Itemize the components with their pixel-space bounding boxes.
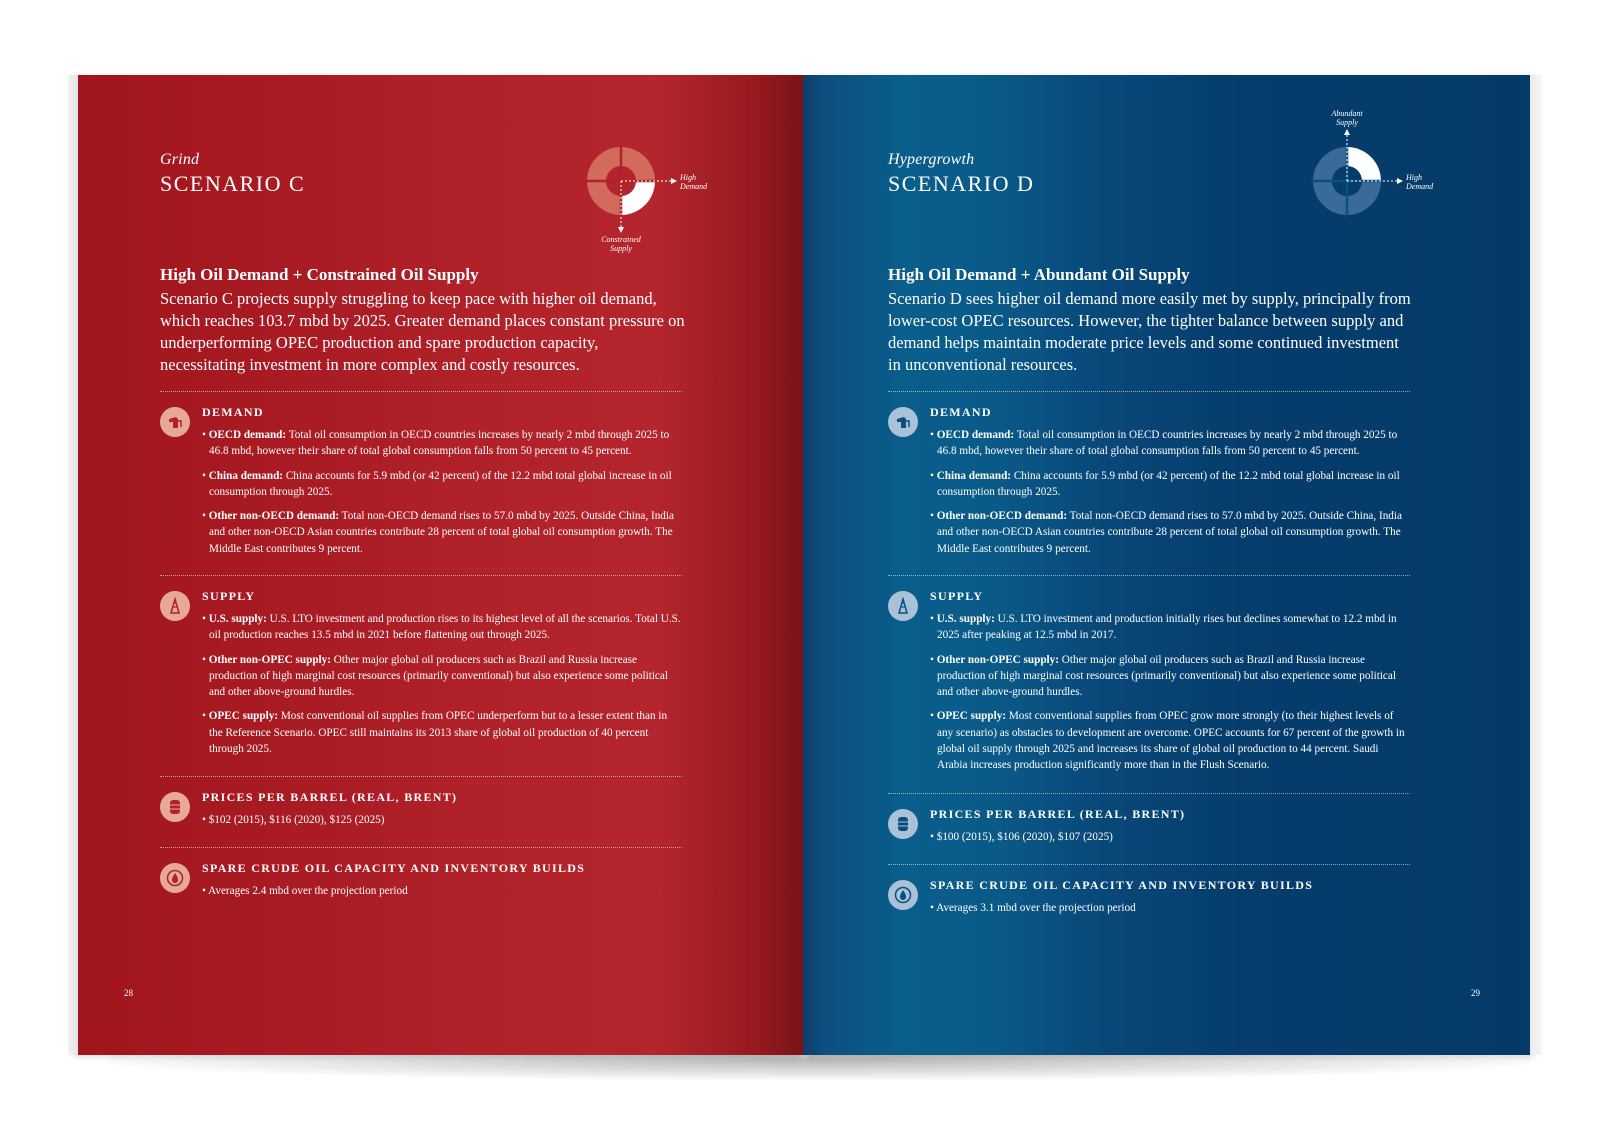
bullet-non-opec-supply: • Other non-OPEC supply: Other major global oil producers such as Brazil and Russia increase production of high marginal cost resources (primarily conventional) but also experience some political and other above-ground hurdles.: [930, 653, 1396, 699]
supply-bullets: [202, 611, 682, 765]
bullet-non-opec-supply: • Other non-OPEC supply: Other major global oil producers such as Brazil and Russia increase production of high marginal cost resources (primarily conventional) but also experience some political and other above-ground hurdles.: [202, 653, 668, 699]
oil-rig-icon: [160, 591, 190, 621]
scenario-kicker: Hypergrowth: [888, 151, 975, 168]
bullet-label: OPEC supply:: [208, 710, 279, 723]
spare-capacity-section: [888, 864, 1413, 934]
prices-section: [888, 793, 1413, 863]
spare-bullets: [930, 900, 1410, 924]
prices-title: PRICES PER BARREL (REAL, BRENT): [202, 790, 458, 804]
page-number: 29: [1471, 988, 1480, 998]
bullet-text: U.S. LTO investment and production initially rises but declines somewhat to 12.2 mbd in 2025 after peaking at 12.5 mbd in 2017.: [937, 613, 1397, 642]
quad-label-high-demand: High Demand: [680, 173, 708, 191]
bullet-text: China accounts for 5.9 mbd (or 42 percent) of the 12.2 mbd total global increase in oil consumption through 2025.: [937, 469, 1400, 498]
bullet-spare: • Averages 3.1 mbd over the projection period: [930, 902, 1136, 914]
bullet-label: OECD demand:: [208, 429, 287, 441]
bullet-label: China demand:: [208, 469, 284, 482]
scenario-lede: Scenario C projects supply struggling to keep pace with higher oil demand, which reaches 103.7 mbd by 2025. Greater demand places constant pressure on underperforming OPEC production and spare production capacity, necessitating investment in more complex and costly resources.: [160, 289, 685, 374]
bullet-text: China accounts for 5.9 mbd (or 42 percent) of the 12.2 mbd total global increase in oil consumption through 2025.: [209, 469, 672, 498]
bullet-text: Total oil consumption in OECD countries increases by nearly 2 mbd through 2025 to 46.8 mbd, however their share of total global consumption falls from 50 percent to 45 percent.: [209, 429, 670, 458]
bullet-label: China demand:: [936, 469, 1012, 482]
supply-bullets: [930, 611, 1410, 782]
supply-section: [888, 575, 1413, 795]
demand-section: [888, 391, 1413, 581]
prices-title: PRICES PER BARREL (REAL, BRENT): [930, 807, 1186, 821]
supply-title: SUPPLY: [930, 589, 984, 603]
divider: [160, 847, 682, 848]
demand-section: [160, 391, 685, 581]
oil-drop-icon: [888, 880, 918, 910]
prices-bullets: [930, 829, 1410, 853]
demand-title: DEMAND: [202, 405, 264, 419]
bullet-prices: • $102 (2015), $116 (2020), $125 (2025): [202, 814, 385, 826]
bullet-label: U.S. supply:: [208, 613, 267, 625]
supply-section: [160, 575, 685, 775]
page-left: [78, 75, 803, 1055]
divider: [160, 776, 682, 777]
bullet-text: Total non-OECD demand rises to 57.0 mbd by 2025. Outside China, India and other non-OECD Asian countries contribute 28 percent of total global oil consumption growth. The Middle East contributes 9 percent.: [937, 510, 1402, 555]
bullet-label: U.S. supply:: [936, 613, 995, 625]
bullet-oecd-demand: • OECD demand: Total oil consumption in OECD countries increases by nearly 2 mbd through 2025 to 46.8 mbd, however their share of total global consumption falls from 50 percent to 45 percent.: [930, 429, 1398, 458]
fuel-nozzle-icon: [160, 407, 190, 437]
oil-rig-icon: [888, 591, 918, 621]
bullet-text: Averages 3.1 mbd over the projection period: [936, 902, 1136, 914]
bullet-text: Total non-OECD demand rises to 57.0 mbd by 2025. Outside China, India and other non-OECD Asian countries contribute 28 percent of total global oil consumption growth. The Middle East contributes 9 percent.: [209, 510, 674, 555]
scenario-quadrant-diagram: [1309, 105, 1449, 255]
bullet-non-oecd-demand: • Other non-OECD demand: Total non-OECD demand rises to 57.0 mbd by 2025. Outside China, India and other non-OECD Asian countries contribute 28 percent of total global oil consumption growth. The Middle East contributes 9 percent.: [930, 510, 1402, 555]
divider: [888, 575, 1410, 576]
oil-drop-icon: [160, 863, 190, 893]
bullet-label: Other non-OPEC supply:: [208, 653, 331, 666]
spare-title: SPARE CRUDE OIL CAPACITY AND INVENTORY BUILDS: [202, 861, 586, 875]
prices-section: [160, 776, 685, 846]
demand-bullets: [930, 427, 1410, 565]
scenario-headline: High Oil Demand + Constrained Oil Supply: [160, 265, 479, 284]
demand-title: DEMAND: [930, 405, 992, 419]
bullet-label: Other non-OPEC supply:: [936, 653, 1059, 666]
divider: [160, 575, 682, 576]
scenario-title: SCENARIO D: [888, 171, 1035, 196]
divider: [888, 391, 1410, 392]
scenario-title: SCENARIO C: [160, 171, 306, 196]
bullet-text: Averages 2.4 mbd over the projection period: [208, 885, 408, 897]
bullet-text: $100 (2015), $106 (2020), $107 (2025): [936, 831, 1113, 843]
prices-bullets: [202, 812, 682, 836]
divider: [888, 793, 1410, 794]
bullet-text: Most conventional oil supplies from OPEC underperform but to a lesser extent than in the Reference Scenario. OPEC still maintains its 2013 share of global oil production of 40 percent through 2025.: [209, 710, 668, 756]
scenario-kicker: Grind: [160, 151, 200, 168]
bullet-prices: • $100 (2015), $106 (2020), $107 (2025): [930, 831, 1113, 843]
bullet-text: $102 (2015), $116 (2020), $125 (2025): [208, 814, 385, 826]
bullet-china-demand: • China demand: China accounts for 5.9 mbd (or 42 percent) of the 12.2 mbd total global increase in oil consumption through 2025.: [930, 469, 1400, 498]
bullet-oecd-demand: • OECD demand: Total oil consumption in OECD countries increases by nearly 2 mbd through 2025 to 46.8 mbd, however their share of total global consumption falls from 50 percent to 45 percent.: [202, 429, 670, 458]
bullet-china-demand: • China demand: China accounts for 5.9 mbd (or 42 percent) of the 12.2 mbd total global increase in oil consumption through 2025.: [202, 469, 672, 498]
quad-label-high-demand: High Demand: [1406, 173, 1434, 191]
bullet-us-supply: • U.S. supply: U.S. LTO investment and production rises to its highest level of all the scenarios. Total U.S. oil production reaches 13.5 mbd in 2021 before flattening out through 2025.: [202, 613, 681, 642]
barrel-icon: [160, 792, 190, 822]
bullet-text: Other major global oil producers such as Brazil and Russia increase production of high marginal cost resources (primarily conventional) but also experience some political and other above-ground hurdles.: [937, 653, 1396, 699]
spare-title: SPARE CRUDE OIL CAPACITY AND INVENTORY BUILDS: [930, 878, 1314, 892]
bullet-label: OPEC supply:: [936, 710, 1007, 723]
bullet-us-supply: • U.S. supply: U.S. LTO investment and production initially rises but declines somewhat to 12.2 mbd in 2025 after peaking at 12.5 mbd in 2017.: [930, 613, 1397, 642]
divider: [160, 391, 682, 392]
page-number: 28: [124, 988, 133, 998]
bullet-spare: • Averages 2.4 mbd over the projection period: [202, 885, 408, 897]
quad-label-constrained-supply: Constrained Supply: [601, 235, 641, 253]
scenario-headline: High Oil Demand + Abundant Oil Supply: [888, 265, 1190, 284]
quad-label-abundant-supply: Abundant Supply: [1331, 109, 1363, 127]
bullet-opec-supply: • OPEC supply: Most conventional supplies from OPEC grow more strongly (to their highest levels of any scenario) as obstacles to development are overcome. OPEC accounts for 67 percent of the growth in global oil supply through 2025 and increases its share of global oil production to 44 percent. Saudi Arabia increases production significantly more than in the Flush Scenario.: [930, 710, 1405, 772]
bullet-label: OECD demand:: [936, 429, 1015, 441]
scenario-lede: Scenario D sees higher oil demand more easily met by supply, principally from lower-cost OPEC resources. However, the tighter balance between supply and demand helps maintain moderate price levels and some continued investment in unconventional resources.: [888, 289, 1411, 374]
spare-bullets: [202, 883, 682, 907]
bullet-non-oecd-demand: • Other non-OECD demand: Total non-OECD demand rises to 57.0 mbd by 2025. Outside China, India and other non-OECD Asian countries contribute 28 percent of total global oil consumption growth. The Middle East contributes 9 percent.: [202, 510, 674, 555]
bullet-text: Total oil consumption in OECD countries increases by nearly 2 mbd through 2025 to 46.8 mbd, however their share of total global consumption falls from 50 percent to 45 percent.: [937, 429, 1398, 458]
scenario-quadrant-diagram: [583, 143, 713, 253]
barrel-icon: [888, 809, 918, 839]
bullet-text: Most conventional supplies from OPEC grow more strongly (to their highest levels of any scenario) as obstacles to development are overcome. OPEC accounts for 67 percent of the growth in global oil supply through 2025 and increases its share of global oil production to 44 percent. Saudi Arabia increases production significantly more than in the Flush Scenario.: [937, 710, 1405, 772]
bullet-text: U.S. LTO investment and production rises to its highest level of all the scenarios. Total U.S. oil production reaches 13.5 mbd in 2021 before flattening out through 2025.: [209, 613, 681, 642]
demand-bullets: [202, 427, 682, 565]
bullet-opec-supply: • OPEC supply: Most conventional oil supplies from OPEC underperform but to a lesser extent than in the Reference Scenario. OPEC still maintains its 2013 share of global oil production of 40 percent through 2025.: [202, 710, 668, 756]
bullet-label: Other non-OECD demand:: [936, 510, 1068, 523]
spare-capacity-section: [160, 847, 685, 917]
page-right: [803, 75, 1530, 1055]
fuel-nozzle-icon: [888, 407, 918, 437]
supply-title: SUPPLY: [202, 589, 256, 603]
bullet-label: Other non-OECD demand:: [208, 510, 340, 523]
divider: [888, 864, 1410, 865]
bullet-text: Other major global oil producers such as Brazil and Russia increase production of high marginal cost resources (primarily conventional) but also experience some political and other above-ground hurdles.: [209, 653, 668, 699]
